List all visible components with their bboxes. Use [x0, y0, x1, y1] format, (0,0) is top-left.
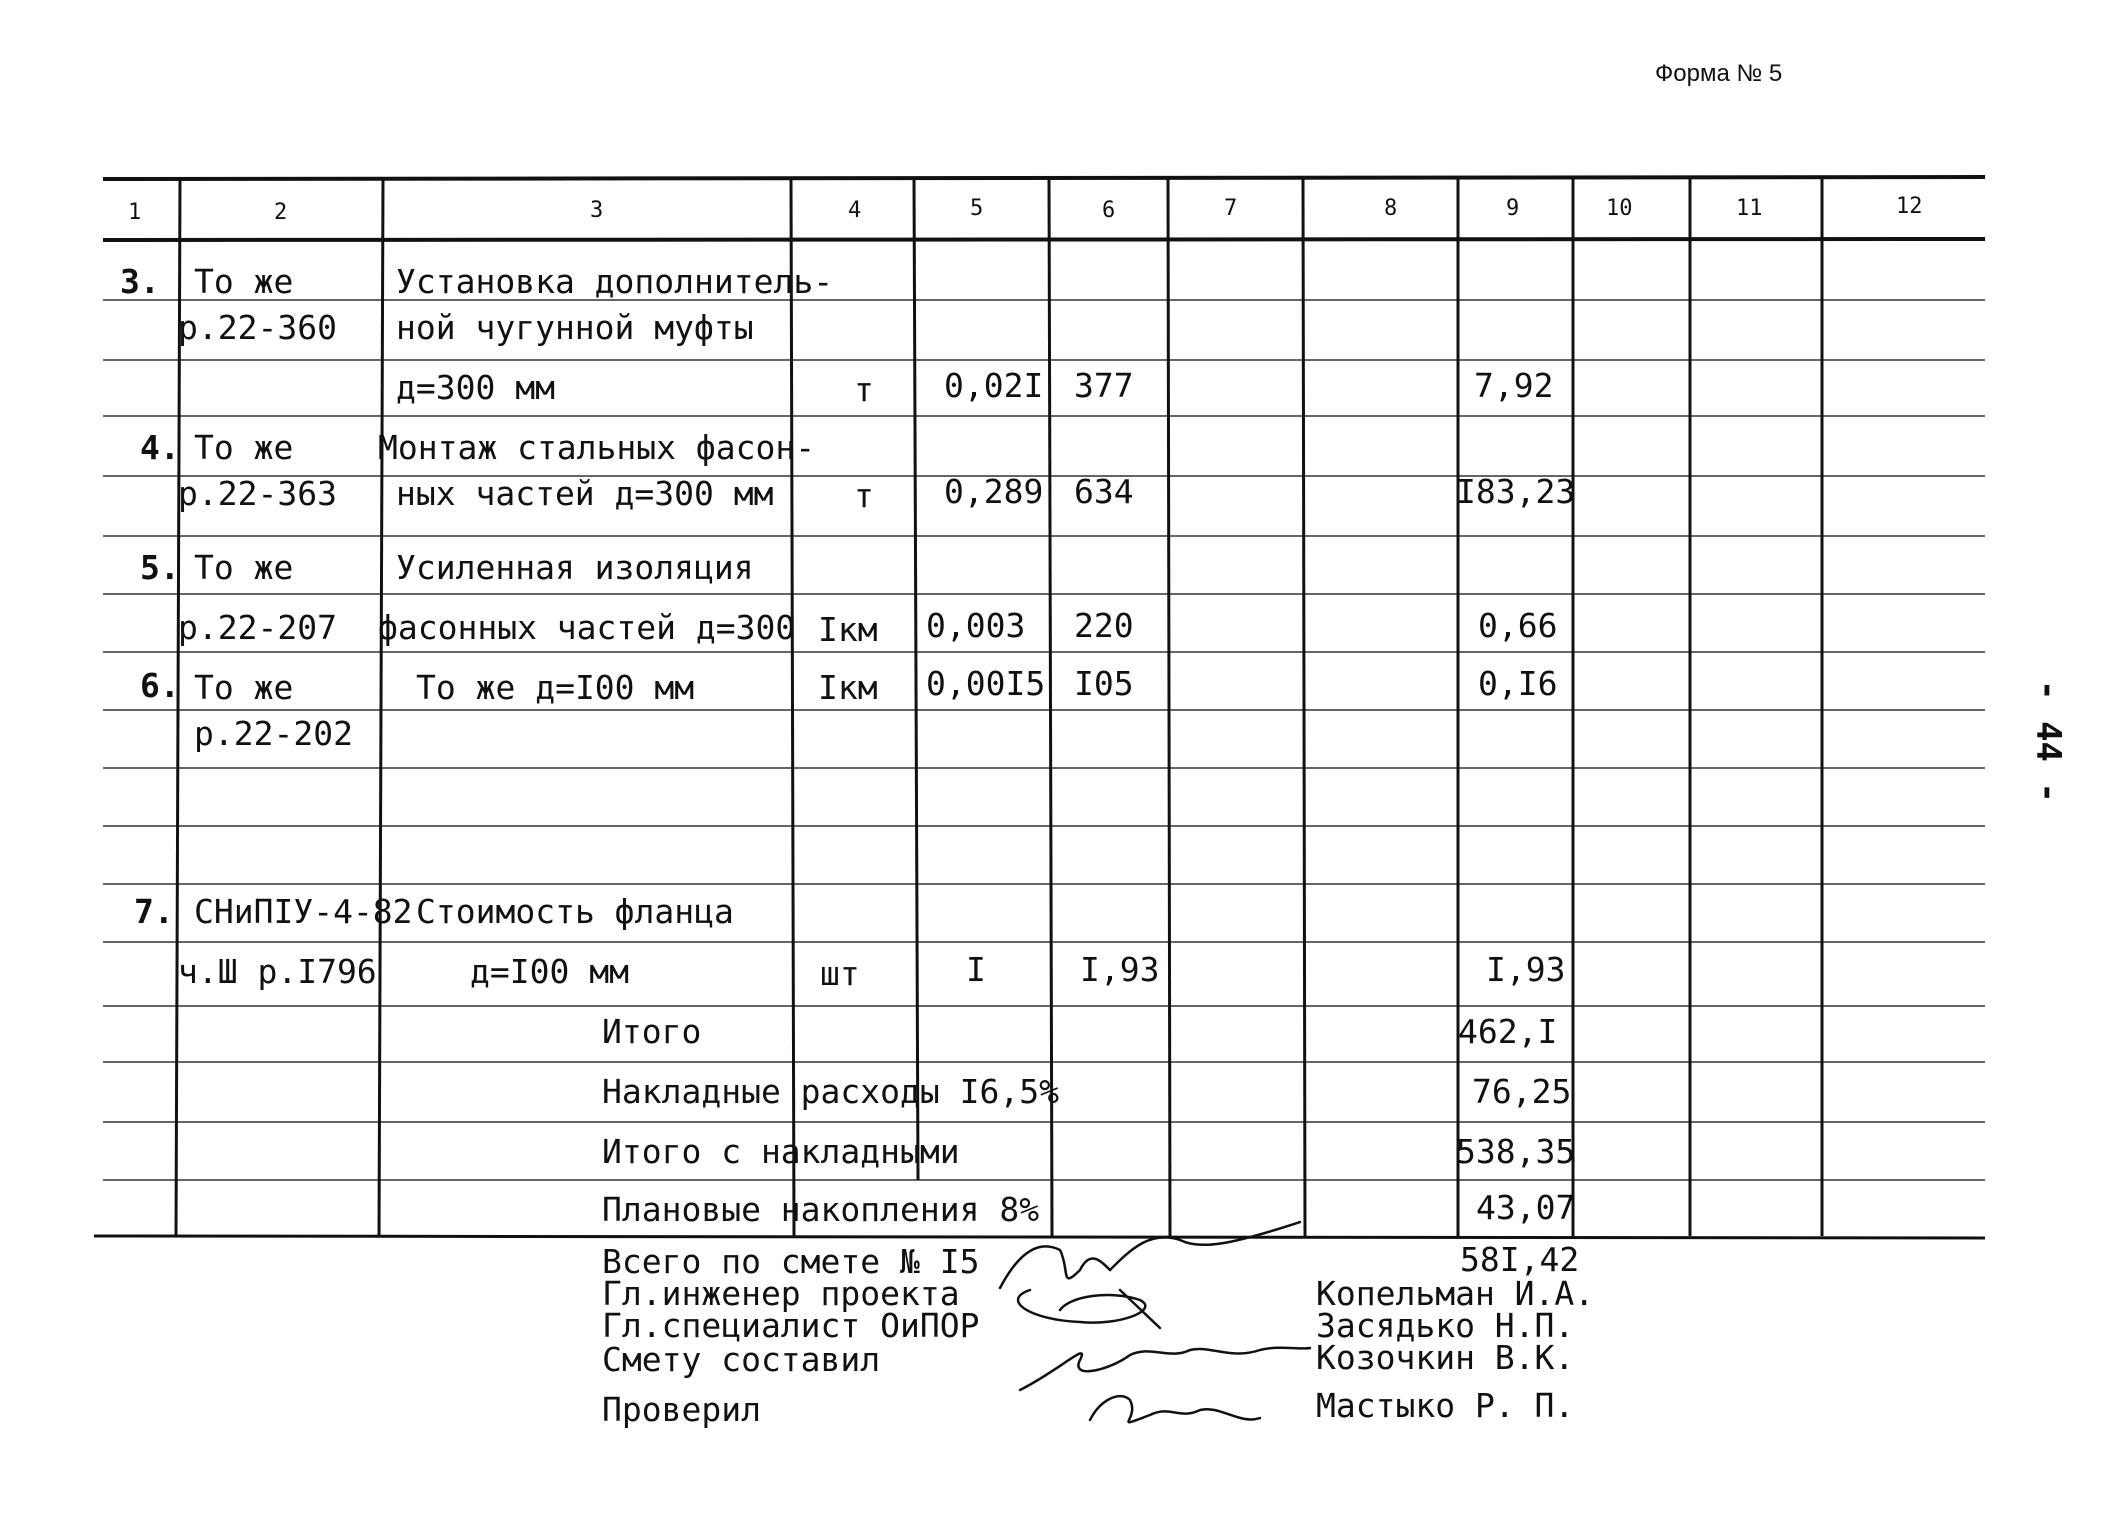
row-number: 3. [120, 262, 160, 301]
page-number: - 44 - [2028, 680, 2068, 803]
summary-label: Итого с накладными [602, 1132, 960, 1171]
summary-value: 76,25 [1472, 1072, 1572, 1111]
row-unit: Iкм [818, 668, 878, 707]
row-quantity: 0,289 [944, 472, 1044, 511]
summary-value: 462,I [1458, 1012, 1558, 1051]
row-name: Монтаж стальных фасон- [378, 428, 816, 467]
col-header-7: 7 [1224, 196, 1238, 221]
row-price: 634 [1074, 472, 1134, 511]
col-header-9: 9 [1506, 196, 1520, 221]
row-basis: То же [194, 262, 294, 301]
col-header-4: 4 [848, 198, 862, 223]
row-basis: р.22-363 [178, 474, 337, 513]
col-header-2: 2 [274, 200, 288, 225]
row-basis: р.22-360 [178, 308, 337, 347]
row-quantity: I [966, 950, 986, 989]
col-header-5: 5 [970, 196, 984, 221]
row-basis: То же [194, 668, 294, 707]
signature-scribble-1 [1000, 1222, 1300, 1288]
row-unit: т [854, 476, 874, 515]
signature-role: Гл.специалист ОиПОР [602, 1306, 980, 1345]
row-number: 5. [140, 548, 180, 587]
signature-scribble-3 [1020, 1348, 1310, 1390]
col-header-12: 12 [1896, 194, 1923, 219]
row-total: I,93 [1486, 950, 1566, 989]
col-header-8: 8 [1384, 196, 1398, 221]
signature-role: Гл.инженер проекта [602, 1274, 960, 1313]
row-price: I,93 [1080, 950, 1160, 989]
row-quantity: 0,00I5 [926, 664, 1046, 703]
signature-scribble-2 [1018, 1290, 1160, 1328]
grand-total-value: 58I,42 [1460, 1240, 1580, 1279]
row-name: Стоимость фланца [416, 892, 734, 931]
row-name: ной чугунной муфты [396, 308, 754, 347]
summary-value: 43,07 [1476, 1188, 1576, 1227]
row-unit: Iкм [818, 610, 878, 649]
col-header-11: 11 [1736, 196, 1763, 221]
row-total: 7,92 [1474, 366, 1554, 405]
row-basis: р.22-207 [178, 608, 337, 647]
row-name: фасонных частей д=300 [378, 608, 796, 647]
row-quantity: 0,02I [944, 366, 1044, 405]
signature-role: Смету составил [602, 1340, 881, 1379]
row-name: д=300 мм [396, 368, 555, 407]
form-label: Форма № 5 [1655, 60, 1783, 87]
row-quantity: 0,003 [926, 606, 1026, 645]
col-header-1: 1 [128, 200, 142, 225]
row-number: 7. [134, 892, 174, 931]
row-number: 4. [140, 428, 180, 467]
row-basis: То же [194, 548, 294, 587]
row-price: 377 [1074, 366, 1134, 405]
row-basis: ч.Ш р.I796 [178, 952, 377, 991]
row-basis: То же [194, 428, 294, 467]
summary-label: Плановые накопления 8% [602, 1190, 1040, 1229]
row-total: 0,I6 [1478, 664, 1558, 703]
row-basis: р.22-202 [194, 714, 353, 753]
signature-name: Козочкин В.К. [1316, 1338, 1575, 1377]
signature-name: Копельман И.А. [1316, 1274, 1595, 1313]
summary-label: Итого [602, 1012, 702, 1051]
summary-label: Накладные расходы I6,5% [602, 1072, 1059, 1111]
signature-role: Проверил [602, 1390, 761, 1429]
row-unit: шт [820, 954, 860, 993]
col-header-3: 3 [590, 198, 604, 223]
signature-scribble-4 [1090, 1396, 1260, 1422]
row-name: Усиленная изоляция [396, 548, 754, 587]
row-name: д=I00 мм [470, 952, 629, 991]
signature-name: Засядько Н.П. [1316, 1306, 1575, 1345]
row-name: ных частей д=300 мм [396, 474, 774, 513]
col-header-6: 6 [1102, 198, 1116, 223]
row-price: I05 [1074, 664, 1134, 703]
row-basis: СНиПIУ-4-82 [194, 892, 413, 931]
row-unit: т [854, 370, 874, 409]
grand-total-label: Всего по смете № I5 [602, 1242, 980, 1281]
col-header-10: 10 [1606, 196, 1633, 221]
row-price: 220 [1074, 606, 1134, 645]
signature-name: Мастыко Р. П. [1316, 1386, 1575, 1425]
row-total: I83,23 [1456, 472, 1576, 511]
row-name: Установка дополнитель- [396, 262, 834, 301]
row-total: 0,66 [1478, 606, 1558, 645]
summary-value: 538,35 [1456, 1132, 1576, 1171]
row-name: То же д=I00 мм [416, 668, 695, 707]
row-number: 6. [140, 666, 180, 705]
